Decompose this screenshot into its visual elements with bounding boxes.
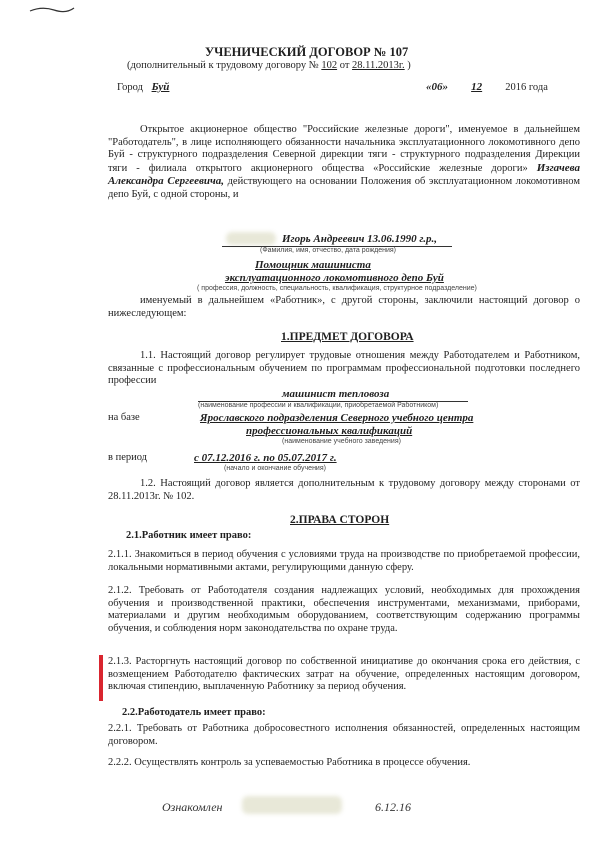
base-line1: Ярославского подразделения Северного учебного центра	[200, 412, 474, 424]
pen-mark	[28, 3, 76, 15]
period-label: в период	[108, 452, 148, 463]
section1-title: 1.ПРЕДМЕТ ДОГОВОРА	[281, 331, 414, 343]
employee-name: Игорь Андреевич 13.06.1990 г.р.,	[282, 233, 438, 245]
position-caption: ( профессия, должность, специальность, квалификация, структурное подразделение)	[197, 285, 477, 292]
clause-2-1-2: 2.1.2. Требовать от Работодателя создания надлежащих условий, необходимых для прохождения обучения и производственной практики, обеспечения инструментами, механизмами, приборами, материалами и другим необходимым оборудованием, соответствующим содержанию программы обучения, и соблюдения норм законодательства по охране труда.	[108, 585, 580, 634]
profession-caption: (наименование профессии и квалификации, приобретаемой Работником)	[198, 402, 439, 409]
profession: машинист тепловоза	[282, 388, 390, 400]
acknowledged-label: Ознакомлен	[162, 800, 223, 814]
contract-title: УЧЕНИЧЕСКИЙ ДОГОВОР № 107	[205, 45, 409, 59]
clause-2-2-1: 2.2.1. Требовать от Работника добросовестного исполнения обязанностей, определенных настоящим договором.	[108, 723, 580, 747]
city-line: Город Буй	[117, 81, 170, 93]
employee-caption: (Фамилия, имя, отчество, дата рождения)	[260, 247, 397, 254]
redacted-signature	[242, 796, 342, 814]
highlight-bar	[99, 655, 103, 701]
employee-paragraph: именуемый в дальнейшем «Работник», с другой стороны, заключили настоящий договор о нижеследующем:	[108, 295, 580, 319]
position-line2: эксплуатационного локомотивного депо Буй	[225, 272, 444, 284]
period-caption: (начало и окончание обучения)	[224, 465, 326, 472]
employer-rights-heading: 2.2.Работодатель имеет право:	[122, 707, 266, 718]
signature-date: 6.12.16	[375, 800, 411, 814]
training-period: с 07.12.2016 г. по 05.07.2017 г.	[194, 452, 337, 464]
clause-1-2: 1.2. Настоящий договор является дополнительным к трудовому договору между сторонами от 28.11.2013г. № 102.	[108, 478, 580, 502]
base-label: на базе	[108, 412, 140, 423]
redacted-surname	[226, 232, 276, 245]
employer-paragraph: Открытое акционерное общество "Российские железные дороги", именуемое в дальнейшем "Работодатель", в лице исполняющего обязанности начальника эксплуатационного локомотивного депо Буй - структурного подразделения Северной дирекции тяги - структурного подразделения Дирекции тяги - филиала открытого акционерного общества «Российские железные дороги» Изгачева Александра Сергеевича, действующего на основании Положения об эксплуатационном локомотивном депо Буй, с одной стороны, и	[108, 124, 580, 200]
base-line2: профессиональных квалификаций	[246, 425, 413, 437]
clause-2-2-2: 2.2.2. Осуществлять контроль за успеваемостью Работника в процессе обучения.	[108, 757, 471, 768]
base-caption: (наименование учебного заведения)	[282, 438, 401, 445]
section2-title: 2.ПРАВА СТОРОН	[290, 514, 390, 526]
contract-subtitle: (дополнительный к трудовому договору № 102 от 28.11.2013г. )	[127, 60, 411, 71]
worker-rights-heading: 2.1.Работник имеет право:	[126, 530, 252, 541]
position-line1: Помощник машиниста	[255, 259, 371, 271]
clause-2-1-3: 2.1.3. Расторгнуть настоящий договор по собственной инициативе до окончания срока его действия, с возмещением Работодателю фактических затрат на обучение, определенных настоящим договором, включая стипендию, выплаченную Работнику за период обучения.	[108, 656, 580, 693]
clause-2-1-1: 2.1.1. Знакомиться в период обучения с условиями труда на производстве по приобретаемой профессии, локальными нормативными актами, регулирующими данную сферу.	[108, 549, 580, 573]
contract-date: «06» 12 2016 года	[426, 81, 548, 93]
clause-1-1: 1.1. Настоящий договор регулирует трудовые отношения между Работодателем и Работником, связанные с профессиональным обучением по программам профессиональной подготовки последнего профессии	[108, 350, 580, 387]
